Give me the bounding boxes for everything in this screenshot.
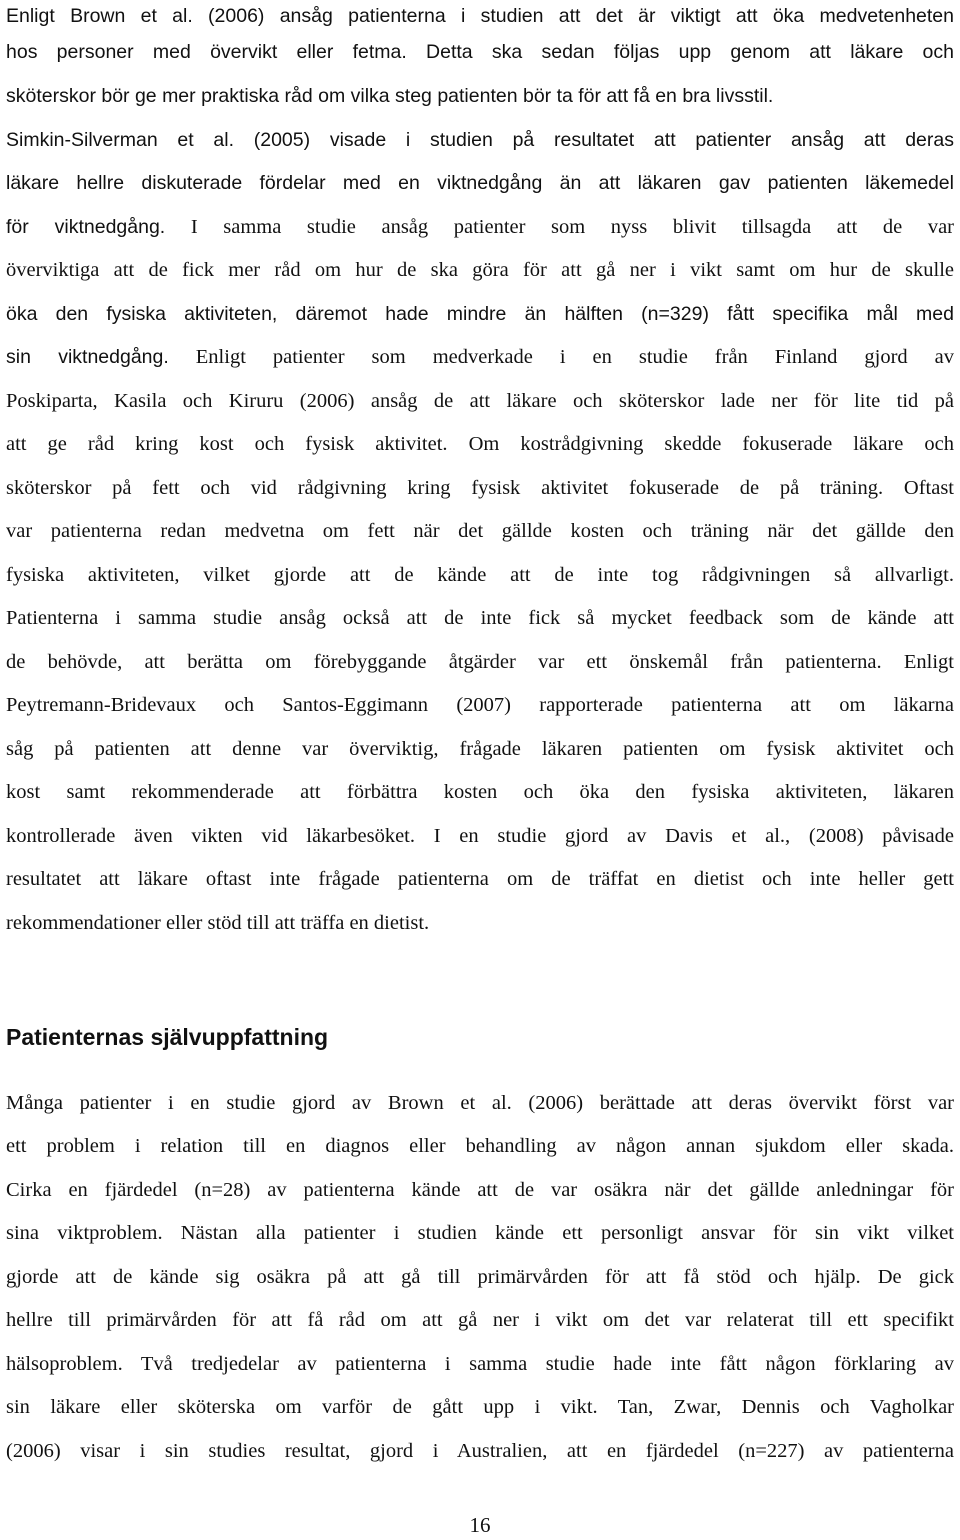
text-line: sin läkare eller sköterska om varför de gått upp i vikt. Tan, Zwar, Dennis och Vagholkar bbox=[6, 1396, 954, 1418]
text-line: hellre till primärvården för att få råd om att gå ner i vikt om det var relaterat till ett specifikt bbox=[6, 1309, 954, 1331]
text-line: ett problem i relation till en diagnos eller behandling av någon annan sjukdom eller skada. bbox=[6, 1135, 954, 1157]
text-line: var patienterna redan medvetna om fett när det gällde kosten och träning när det gällde den bbox=[6, 520, 954, 542]
text-line: Peytremann-Bridevaux och Santos-Eggimann (2007) rapporterade patienterna att om läkarna bbox=[6, 694, 954, 716]
text-line: rekommendationer eller stöd till att träffa en dietist. bbox=[6, 912, 430, 934]
page-number: 16 bbox=[469, 1513, 491, 1537]
text-line: hälsoproblem. Två tredjedelar av patienterna i samma studie hade inte fått någon förklaring av bbox=[6, 1353, 954, 1375]
text-line: Poskiparta, Kasila och Kiruru (2006) ansåg de att läkare och sköterskor lade ner för lite tid på bbox=[6, 390, 954, 412]
text-line: Många patienter i en studie gjord av Brown et al. (2006) berättade att deras övervikt först var bbox=[6, 1092, 954, 1114]
text-line: sin viktnedgång. Enligt patienter som medverkade i en studie från Finland gjord av bbox=[6, 346, 954, 368]
text-line: (2006) visar i sin studies resultat, gjord i Australien, att en fjärdedel (n=227) av patienterna bbox=[6, 1440, 954, 1462]
text-line: sina viktproblem. Nästan alla patienter i studien kände ett personligt ansvar för sin vikt vilket bbox=[6, 1222, 954, 1244]
text-line: sköterskor på fett och vid rådgivning kring fysisk aktivitet fokuserade de på träning. Oftast bbox=[6, 477, 954, 499]
text-line: läkare hellre diskuterade fördelar med en viktnedgång än att läkaren gav patienten läkemedel bbox=[6, 172, 954, 194]
text-line: öka den fysiska aktiviteten, däremot hade mindre än hälften (n=329) fått specifika mål med bbox=[6, 303, 954, 325]
text-line: sköterskor bör ge mer praktiska råd om vilka steg patienten bör ta för att få en bra livsstil. bbox=[6, 85, 774, 107]
text-line: Simkin-Silverman et al. (2005) visade i studien på resultatet att patienter ansåg att deras bbox=[6, 129, 954, 151]
text-line: Cirka en fjärdedel (n=28) av patienterna kände att de var osäkra när det gällde anledningar för bbox=[6, 1179, 954, 1201]
text-line: överviktiga att de fick mer råd om hur de ska göra för att gå ner i vikt samt om hur de skulle bbox=[6, 259, 954, 281]
text-line: Enligt Brown et al. (2006) ansåg patienterna i studien att det är viktigt att öka medvetenheten bbox=[6, 5, 954, 27]
text-line: kost samt rekommenderade att förbättra kosten och öka den fysiska aktiviteten, läkaren bbox=[6, 781, 954, 803]
text-line: resultatet att läkare oftast inte frågade patienterna om de träffat en dietist och inte heller gett bbox=[6, 868, 954, 890]
text-line: fysiska aktiviteten, vilket gjorde att de kände att de inte tog rådgivningen så allvarligt. bbox=[6, 564, 954, 586]
text-line: gjorde att de kände sig osäkra på att gå till primärvården för att få stöd och hjälp. De gick bbox=[6, 1266, 954, 1288]
section-heading: Patienternas självuppfattning bbox=[6, 1024, 329, 1050]
text-line: de behövde, att berätta om förebyggande åtgärder var ett önskemål från patienterna. Enligt bbox=[6, 651, 954, 673]
text-line: såg på patienten att denne var överviktig, frågade läkaren patienten om fysisk aktivitet och bbox=[6, 738, 954, 760]
text-line: för viktnedgång. I samma studie ansåg patienter som nyss blivit tillsagda att de var bbox=[6, 216, 954, 238]
text-line: kontrollerade även vikten vid läkarbesöket. I en studie gjord av Davis et al., (2008) påvisade bbox=[6, 825, 954, 847]
text-line: hos personer med övervikt eller fetma. Detta ska sedan följas upp genom att läkare och bbox=[6, 41, 954, 63]
text-line: Patienterna i samma studie ansåg också att de inte fick så mycket feedback som de kände att bbox=[6, 607, 954, 629]
text-line: att ge råd kring kost och fysisk aktivitet. Om kostrådgivning skedde fokuserade läkare och bbox=[6, 433, 954, 455]
